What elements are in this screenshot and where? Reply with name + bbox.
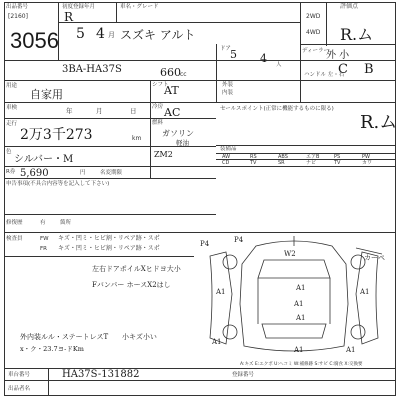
- seats-value: 4: [260, 52, 267, 65]
- mark-carpet: カーペ: [364, 254, 385, 262]
- note-1: 左右ドアポイルXヒドヨ大小: [92, 265, 181, 273]
- divider: [116, 2, 117, 22]
- inspect-day-label: 日: [130, 107, 137, 115]
- size-value: 外 小: [326, 50, 350, 61]
- equipment-item: エアB: [306, 154, 320, 160]
- equipment-item: AW: [222, 154, 231, 160]
- drive-4wd: 4WD: [306, 29, 321, 36]
- inspect-month-label: 月: [96, 107, 103, 115]
- car-name: スズキ アルト: [120, 28, 196, 42]
- fuel-a: ガソリン: [162, 129, 194, 138]
- diagram-legend: A:キズ E:エクボ U:へコミ W:補修跡 S:サビ C:腐食 X:交換要: [240, 362, 363, 367]
- cc-unit: cc: [180, 71, 187, 78]
- reg-year: 5: [76, 26, 85, 42]
- chassis-label: 車台番号: [8, 372, 31, 378]
- equipment-item: TV: [334, 160, 341, 166]
- left-side-outline: [210, 252, 232, 344]
- equipment-item: SR: [278, 160, 285, 166]
- eval-score: R.ム: [340, 25, 374, 44]
- inspector-label: 検査員: [6, 236, 23, 242]
- car-label: 車名・グレード: [120, 4, 159, 10]
- doors-label: ドア: [220, 46, 231, 52]
- repair-place-label: 箇所: [60, 220, 72, 226]
- mark-p4: P4: [200, 240, 210, 248]
- mark-a1: A1: [346, 346, 356, 354]
- exterior-label: 外装: [222, 82, 234, 88]
- mark-w2: W2: [284, 250, 296, 258]
- rear-left-wheel: [223, 325, 237, 339]
- divider: [4, 256, 194, 257]
- owner-label: 出品者名: [8, 386, 31, 392]
- fuel-b: 軽油: [176, 139, 189, 147]
- chassis-value: HA37S-131882: [62, 369, 140, 380]
- reg-month: 4: [96, 26, 105, 42]
- report-label: 申告事項(不具合内容等を記入して下さい): [6, 181, 110, 187]
- mark-a1: A1: [296, 284, 306, 292]
- price-unit: 円: [80, 170, 86, 176]
- divider: [48, 368, 49, 396]
- divider: [4, 102, 396, 103]
- lot-code: [2160]: [8, 13, 28, 20]
- equipment-item: PW: [362, 154, 370, 160]
- divider: [216, 145, 396, 146]
- rear-right-wheel: [351, 325, 365, 339]
- lot-label: 出品番号: [6, 4, 29, 10]
- month-suffix: 月: [108, 31, 115, 39]
- note-4: x・ク・23.7ヨ-ドKm: [20, 345, 84, 353]
- shift-value: AT: [164, 84, 179, 97]
- registration-label: 初度登録年月: [62, 4, 96, 10]
- seats-unit: 人: [276, 62, 282, 68]
- equipment-item: RS: [250, 154, 257, 160]
- mark-a1: A1: [294, 346, 304, 354]
- eval-score-large: R.ム: [360, 112, 398, 133]
- repair-value: 有: [40, 220, 46, 226]
- mileage-value: 2万3千273: [20, 127, 93, 143]
- inspect-year-label: 年: [66, 107, 73, 115]
- drive-2wd: 2WD: [306, 13, 321, 20]
- front-left-wheel: [223, 255, 237, 269]
- mark-a1: A1: [296, 314, 306, 322]
- equipment-item: カワ: [362, 160, 373, 166]
- equipment-item: PS: [334, 154, 341, 160]
- dealer-label: ディーラー: [302, 48, 330, 54]
- inspector-code-2: FR: [40, 246, 47, 252]
- divider: [4, 380, 396, 381]
- divider: [4, 232, 396, 233]
- aircon-label: 冷房: [152, 104, 164, 110]
- divider: [150, 80, 151, 178]
- mileage-unit: km: [132, 135, 142, 142]
- rear-window-outline: [262, 324, 326, 338]
- inspector-row-1: キズ・凹ミ・ヒビ割・リペア跡・スポ: [58, 235, 160, 242]
- front-right-wheel: [351, 255, 365, 269]
- divider: [300, 2, 301, 102]
- sales-point-label: セールスポイント(正常に機能するものに限る): [220, 106, 334, 112]
- note-2: Fバンパー ホースX2はし: [92, 281, 171, 289]
- mark-a1: A1: [212, 338, 222, 346]
- equipment-item: ナビ: [306, 160, 317, 166]
- model-code: 3BA-HA37S: [62, 64, 122, 75]
- fuel-label: 燃料: [152, 120, 164, 126]
- displacement: 660: [160, 66, 181, 79]
- shift-label: シフト: [152, 82, 169, 88]
- plate-label: 登録番号: [232, 372, 255, 378]
- doors-value: 5: [230, 48, 237, 61]
- mileage-label: 走行: [6, 121, 18, 127]
- usage-label: 用途: [6, 83, 18, 89]
- mark-p4: P4: [234, 236, 244, 244]
- name-change-label: 名変期限: [100, 170, 123, 176]
- divider: [216, 80, 396, 81]
- handle-label: ハンドル 左・右: [304, 72, 345, 78]
- mark-a1: A1: [294, 300, 304, 308]
- divider: [4, 166, 396, 167]
- mark-a1: A1: [360, 288, 370, 296]
- inspector-code-1: FW: [40, 236, 49, 242]
- divider: [216, 44, 217, 102]
- era: R: [64, 10, 74, 24]
- note-3: 外内装ルル・ステートレスT: [20, 333, 109, 341]
- divider: [4, 214, 216, 215]
- color-label: 色: [6, 149, 12, 155]
- color-no: ZM2: [154, 150, 173, 159]
- lot-number: 3056: [10, 28, 59, 53]
- windshield-outline: [258, 260, 330, 278]
- divider: [58, 22, 300, 23]
- exterior-score: C: [338, 62, 348, 77]
- note-5: 小キズ小い: [122, 333, 157, 341]
- aircon-value: AC: [164, 106, 181, 119]
- equipment-item: CD: [222, 160, 230, 166]
- interior-label: 内装: [222, 90, 234, 96]
- interior-score: B: [364, 62, 374, 77]
- eval-label: 評価点: [340, 3, 359, 10]
- repair-label: 修復歴: [6, 220, 23, 226]
- equipment-item: TV: [250, 160, 257, 166]
- inspector-row-2: キズ・凹ミ・ヒビ割・リペア跡・スポ: [58, 245, 160, 252]
- divider: [4, 80, 216, 81]
- color-value: シルバー・M: [14, 154, 74, 165]
- divider: [326, 2, 327, 46]
- inspect-label: 車検: [6, 105, 18, 111]
- price-label: R券: [6, 169, 16, 175]
- price-value: 5,690: [20, 168, 49, 179]
- usage-value: 自家用: [30, 88, 63, 101]
- car-damage-diagram: [196, 234, 392, 360]
- equipment-item: ABS: [278, 154, 288, 160]
- mark-a1: A1: [216, 288, 226, 296]
- right-side-outline: [356, 252, 378, 344]
- divider: [4, 118, 216, 119]
- equipment-label: 装備品: [220, 146, 237, 152]
